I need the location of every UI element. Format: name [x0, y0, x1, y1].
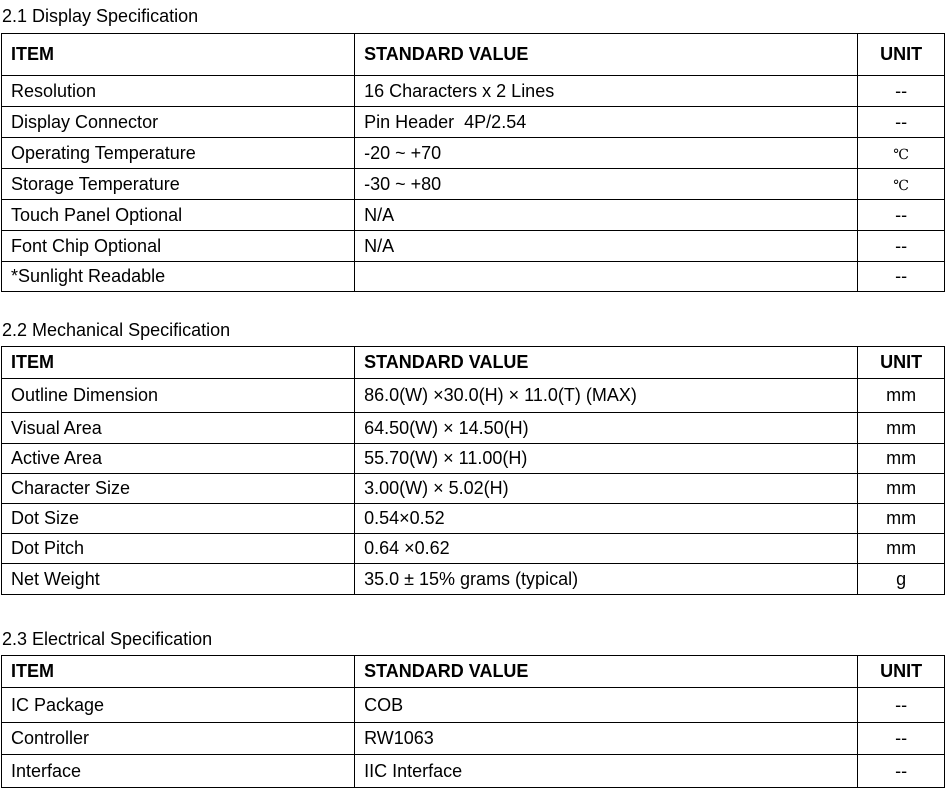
- table-row: [2, 231, 945, 262]
- table-row: [2, 138, 945, 169]
- value-cell: -20 ~ +70: [355, 138, 858, 169]
- unit-cell: mm: [858, 444, 945, 474]
- table-row: [2, 474, 945, 504]
- table-header-row: [2, 656, 945, 688]
- value-cell: IIC Interface: [355, 755, 858, 788]
- unit-cell: --: [858, 688, 945, 723]
- table-row: [2, 504, 945, 534]
- item-cell: Dot Pitch: [2, 534, 355, 564]
- header-unit: UNIT: [858, 34, 945, 76]
- mechanical-spec-table: [1, 346, 945, 595]
- item-cell: Storage Temperature: [2, 169, 355, 200]
- table-row: [2, 200, 945, 231]
- table-header-row: [2, 34, 945, 76]
- table-row: [2, 379, 945, 413]
- table-row: [2, 688, 945, 723]
- table-row: [2, 262, 945, 292]
- table-row: [2, 107, 945, 138]
- header-standard-value: STANDARD VALUE: [355, 347, 858, 379]
- unit-cell: --: [858, 231, 945, 262]
- value-cell: N/A: [355, 231, 858, 262]
- celsius-unit: ℃: [893, 177, 909, 194]
- header-item: ITEM: [2, 656, 355, 688]
- electrical-spec-table: [1, 655, 945, 788]
- table-header-row: [2, 347, 945, 379]
- header-unit: UNIT: [858, 347, 945, 379]
- value-cell: COB: [355, 688, 858, 723]
- table-row: [2, 564, 945, 595]
- header-standard-value: STANDARD VALUE: [355, 34, 858, 76]
- unit-cell: --: [858, 723, 945, 755]
- value-cell: 0.54×0.52: [355, 504, 858, 534]
- table-row: [2, 76, 945, 107]
- item-cell: Dot Size: [2, 504, 355, 534]
- display-spec-table: [1, 33, 945, 292]
- value-cell: -30 ~ +80: [355, 169, 858, 200]
- value-cell: 86.0(W) ×30.0(H) × 11.0(T) (MAX): [355, 379, 858, 413]
- value-cell: N/A: [355, 200, 858, 231]
- section-title-mechanical: 2.2 Mechanical Specification: [2, 320, 231, 340]
- table-row: [2, 534, 945, 564]
- section-title-electrical: 2.3 Electrical Specification: [2, 629, 213, 649]
- table-row: [2, 444, 945, 474]
- value-cell: 3.00(W) × 5.02(H): [355, 474, 858, 504]
- item-cell: Display Connector: [2, 107, 355, 138]
- unit-cell: --: [858, 755, 945, 788]
- unit-cell: mm: [858, 474, 945, 504]
- item-cell: Controller: [2, 723, 355, 755]
- item-cell: Outline Dimension: [2, 379, 355, 413]
- header-standard-value: STANDARD VALUE: [355, 656, 858, 688]
- value-cell: Pin Header 4P/2.54: [355, 107, 858, 138]
- table-row: [2, 755, 945, 788]
- table-row: [2, 723, 945, 755]
- unit-cell: mm: [858, 379, 945, 413]
- unit-cell: --: [858, 107, 945, 138]
- value-cell: RW1063: [355, 723, 858, 755]
- item-cell: Resolution: [2, 76, 355, 107]
- unit-cell: [858, 169, 945, 200]
- item-cell: Font Chip Optional: [2, 231, 355, 262]
- item-cell: Touch Panel Optional: [2, 200, 355, 231]
- value-cell: 35.0 ± 15% grams (typical): [355, 564, 858, 595]
- item-cell: Interface: [2, 755, 355, 788]
- unit-cell: mm: [858, 534, 945, 564]
- celsius-unit: ℃: [893, 146, 909, 163]
- unit-cell: mm: [858, 504, 945, 534]
- table-row: [2, 413, 945, 444]
- unit-cell: --: [858, 200, 945, 231]
- item-cell: Operating Temperature: [2, 138, 355, 169]
- value-cell: [355, 262, 858, 292]
- item-cell: Net Weight: [2, 564, 355, 595]
- item-cell: *Sunlight Readable: [2, 262, 355, 292]
- header-item: ITEM: [2, 347, 355, 379]
- unit-cell: --: [858, 76, 945, 107]
- value-cell: 64.50(W) × 14.50(H): [355, 413, 858, 444]
- value-cell: 16 Characters x 2 Lines: [355, 76, 858, 107]
- value-cell: 0.64 ×0.62: [355, 534, 858, 564]
- unit-cell: --: [858, 262, 945, 292]
- unit-cell: [858, 138, 945, 169]
- item-cell: Character Size: [2, 474, 355, 504]
- item-cell: Visual Area: [2, 413, 355, 444]
- item-cell: IC Package: [2, 688, 355, 723]
- header-item: ITEM: [2, 34, 355, 76]
- unit-cell: g: [858, 564, 945, 595]
- value-cell: 55.70(W) × 11.00(H): [355, 444, 858, 474]
- header-unit: UNIT: [858, 656, 945, 688]
- item-cell: Active Area: [2, 444, 355, 474]
- table-row: [2, 169, 945, 200]
- section-title-display: 2.1 Display Specification: [2, 6, 199, 26]
- unit-cell: mm: [858, 413, 945, 444]
